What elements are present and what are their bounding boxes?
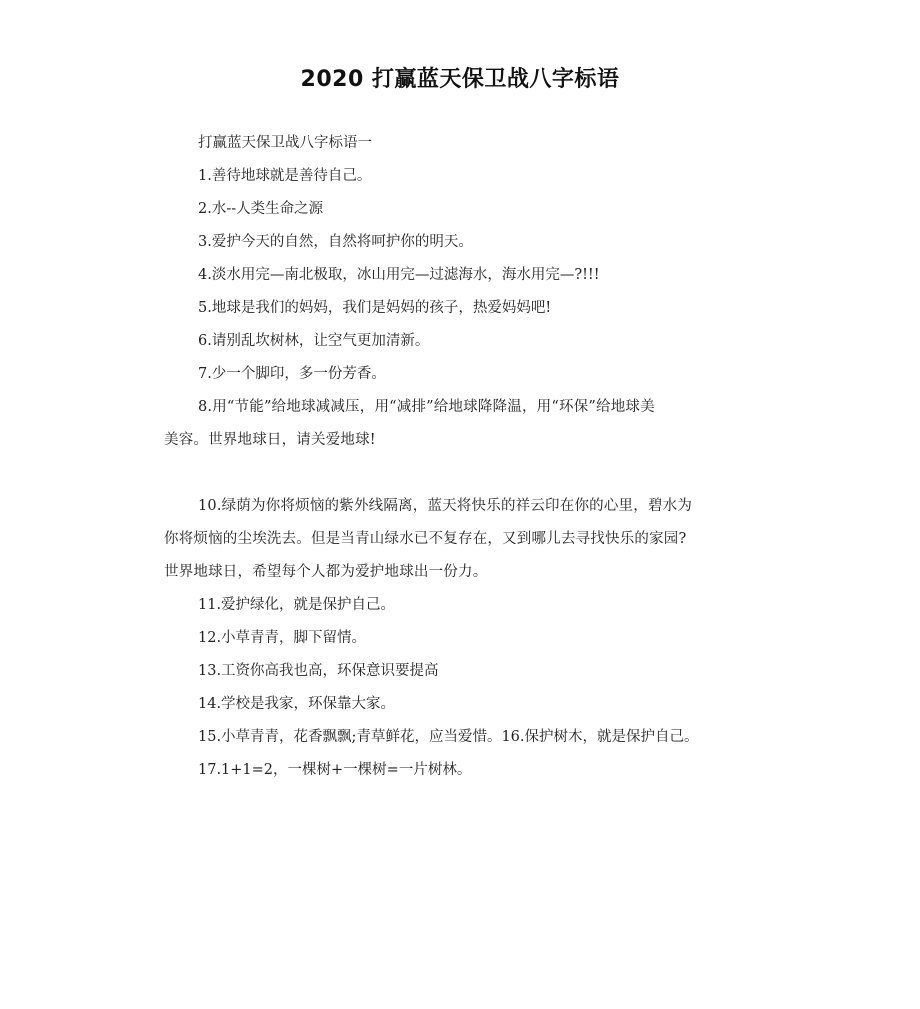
- list-item: 11.爱护绿化，就是保护自己。: [198, 597, 396, 613]
- list-item: 14.学校是我家，环保靠大家。: [198, 696, 396, 712]
- blank-line: [164, 457, 764, 490]
- document-body: [164, 127, 764, 787]
- paragraph-line: 美容。世界地球日，请关爱地球!: [164, 432, 376, 448]
- list-item-10: [164, 490, 764, 589]
- list-item: 12.小草青青，脚下留情。: [198, 630, 367, 646]
- list-item-8: [164, 391, 764, 457]
- list-item: 6.请别乱坎树林，让空气更加清新。: [198, 333, 430, 349]
- list-item: 15.小草青青，花香飘飘;青草鲜花，应当爱惜。16.保护树木，就是保护自己。: [198, 729, 699, 745]
- list-item: 4.淡水用完—南北极取，冰山用完—过滤海水，海水用完—?!!!: [198, 267, 600, 283]
- document-title: 2020 打赢蓝天保卫战八字标语: [300, 67, 620, 92]
- list-item: 1.善待地球就是善待自己。: [198, 168, 372, 184]
- paragraph-line: 你将烦恼的尘埃洗去。但是当青山绿水已不复存在，又到哪儿去寻找快乐的家园?: [164, 531, 687, 547]
- list-item: 5.地球是我们的妈妈，我们是妈妈的孩子，热爱妈妈吧!: [198, 300, 552, 316]
- paragraph-line: 世界地球日，希望每个人都为爱护地球出一份力。: [164, 564, 488, 580]
- list-item: 13.工资你高我也高，环保意识要提高: [198, 663, 439, 679]
- list-item: 3.爱护今天的自然，自然将呵护你的明天。: [198, 234, 473, 250]
- list-item: 7.少一个脚印，多一份芳香。: [198, 366, 386, 382]
- paragraph-line: 8.用“节能”给地球减减压，用“减排”给地球降降温，用“环保”给地球美: [198, 399, 655, 415]
- list-item: 2.水--人类生命之源: [198, 201, 324, 217]
- paragraph-line: 10.绿荫为你将烦恼的紫外线隔离，蓝天将快乐的祥云印在你的心里，碧水为: [198, 498, 693, 514]
- list-item: 17.1+1=2，一棵树+一棵树=一片树林。: [198, 762, 472, 778]
- section-heading: 打赢蓝天保卫战八字标语一: [198, 135, 372, 151]
